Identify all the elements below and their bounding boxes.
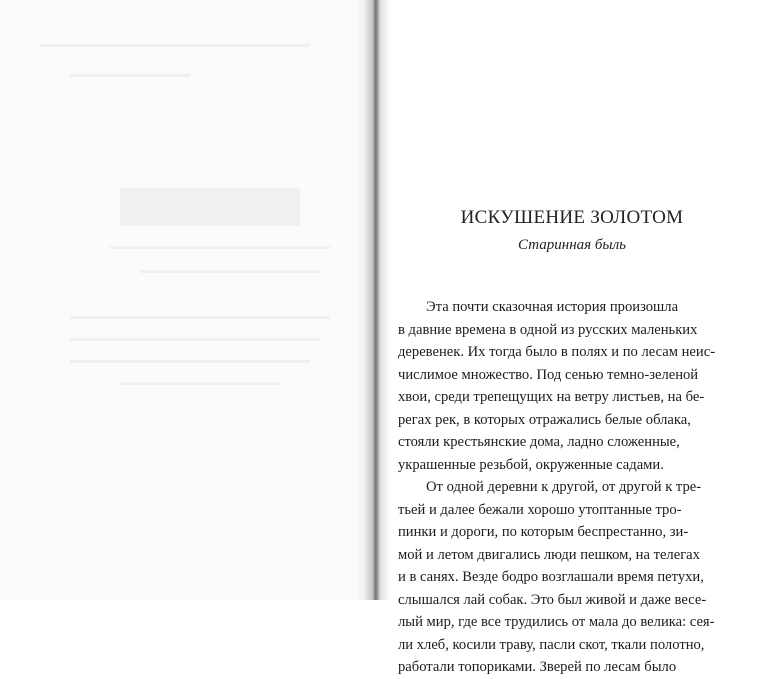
- text-line: тьей и далее бежали хорошо утоптанные тро-: [398, 501, 682, 518]
- paragraph-1: [398, 296, 736, 476]
- text-line: ли хлеб, косили траву, пасли скот, ткали полотно,: [398, 636, 705, 653]
- show-through-line: [70, 74, 190, 77]
- text-line: лый мир, где все трудились от мала до велика: сея-: [398, 614, 715, 630]
- text-line: регах рек, в которых отражались белые облака,: [398, 411, 691, 428]
- text-line: в давние времена в одной из русских маленьких: [398, 321, 698, 338]
- book-gutter: [356, 0, 390, 600]
- show-through-line: [120, 382, 280, 385]
- paragraph-2: [398, 476, 736, 679]
- text-line: слышался лай собак. Это был живой и даже весе-: [398, 591, 707, 608]
- show-through-line: [40, 44, 310, 47]
- text-line: От одной деревни к другой, от другой к тре-: [426, 479, 702, 495]
- text-line: мой и летом двигались люди пешком, на телегах: [398, 546, 700, 563]
- show-through-heading: [120, 188, 300, 226]
- text-line: хвои, среди трепещущих на ветру листьев, на бе-: [398, 389, 705, 405]
- show-through-line: [140, 270, 320, 273]
- text-line: стояли крестьянские дома, ладно сложенные,: [398, 434, 680, 450]
- show-through-line: [70, 338, 320, 341]
- text-line: и в санях. Везде бодро возглашали время петухи,: [398, 569, 704, 585]
- left-page-blank: [0, 0, 370, 600]
- text-line: украшенные резьбой, окруженные садами.: [398, 456, 664, 473]
- story-body: [398, 296, 736, 679]
- text-line: Эта почти сказочная история произошла: [426, 299, 679, 315]
- text-line: деревенек. Их тогда было в полях и по лесам неис-: [398, 344, 716, 360]
- text-line: числимое множество. Под сенью темно-зеленой: [398, 366, 699, 383]
- show-through-line: [70, 316, 330, 319]
- show-through-line: [110, 246, 330, 249]
- story-title: ИСКУШЕНИЕ ЗОЛОТОМ: [460, 207, 684, 228]
- text-line: работали топориками. Зверей по лесам было: [398, 659, 677, 675]
- show-through-line: [70, 360, 310, 363]
- story-subtitle: Старинная быль: [518, 237, 626, 253]
- text-line: пинки и дороги, по которым беспрестанно, зи-: [398, 524, 689, 540]
